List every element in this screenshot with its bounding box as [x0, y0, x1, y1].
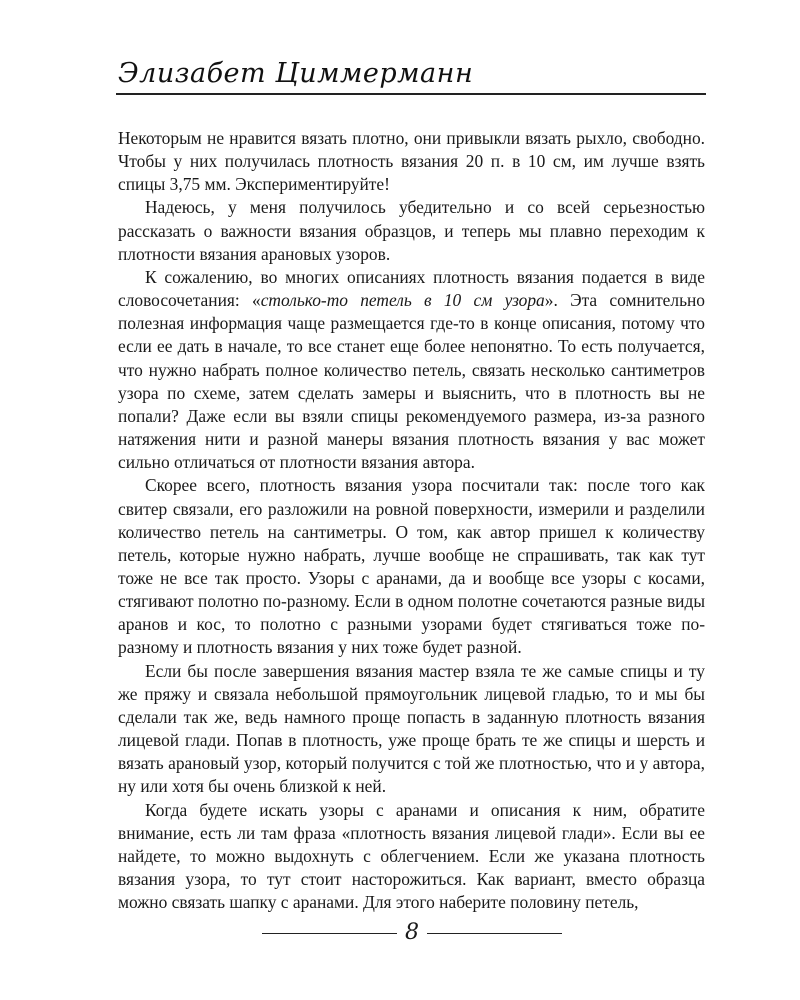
body-text	[118, 127, 705, 914]
paragraph-3	[118, 266, 705, 474]
page-number: 8	[405, 920, 419, 945]
header-rule	[116, 93, 706, 95]
running-title: Элизабет Циммерманн	[118, 58, 474, 89]
page-number-block	[262, 919, 562, 949]
folio-rule-right	[427, 933, 562, 934]
paragraph-3-before: К сожалению, во многих описаниях плотность вязания подается в виде словосочетания: «	[118, 266, 705, 311]
paragraph-2: Надеюсь, у меня получилось убедительно и со всей серьезностью рассказать о важности вязания образцов, и теперь мы плавно переходим к плотности вязания арановых узоров.	[118, 197, 705, 264]
paragraph-3-after: ». Эта сомнительно полезная информация чаще размещается где-то в конце описания, потому что если ее дать в начале, то все станет еще более непонятно. То есть получается, что нужно набрать полное количество петель, связать несколько сантиметров узора по схеме, затем сделать замеры и выяснить, что в плотность вы не попали? Даже если вы взяли спицы рекомендуемого размера, из-за разного натяжения нити и разной манеры вязания плотность вязания у вас может сильно отличаться от плотности вязания автора.	[118, 290, 706, 473]
paragraph-6: Когда будете искать узоры с аранами и описания к ним, обратите внимание, есть ли там фраза «плотность вязания лицевой глади». Если вы ее найдете, то можно выдохнуть с облегчением. Если же указана плотность вязания узора, то тут стоит насторожиться. Как вариант, вместо образца можно связать шапку с аранами. Для этого наберите половину петель,	[118, 799, 705, 913]
paragraph-3-emphasis: столько-то петель в 10 см узора	[260, 290, 545, 311]
paragraph-1: Некоторым не нравится вязать плотно, они привыкли вязать рыхло, свободно. Чтобы у них получилась плотность вязания 20 п. в 10 см, им лучше взять спицы 3,75 мм. Экспериментируйте!	[118, 128, 705, 195]
paragraph-4: Скорее всего, плотность вязания узора посчитали так: после того как свитер связали, его разложили на ровной поверхности, измерили и разделили количество петель на сантиметры. О том, как автор пришел к количеству петель, которые нужно набрать, лучше вообще не спрашивать, так как тут тоже не все так просто. Узоры с аранами, да и вообще все узоры с косами, стягивают полотно по-разному. Если в одном полотне сочетаются разные виды аранов и кос, то полотно с разными узорами будет стягиваться тоже по-разному и плотность вязания у них тоже будет разной.	[118, 475, 705, 658]
paragraph-5: Если бы после завершения вязания мастер взяла те же самые спицы и ту же пряжу и связала небольшой прямоугольник лицевой гладью, то и мы бы сделали так же, ведь намного проще попасть в заданную плотность вязания лицевой глади. Попав в плотность, уже проще брать те же спицы и шерсть и вязать арановый узор, который получится с той же плотностью, что и у автора, ну или хотя бы очень близкой к ней.	[118, 660, 705, 797]
